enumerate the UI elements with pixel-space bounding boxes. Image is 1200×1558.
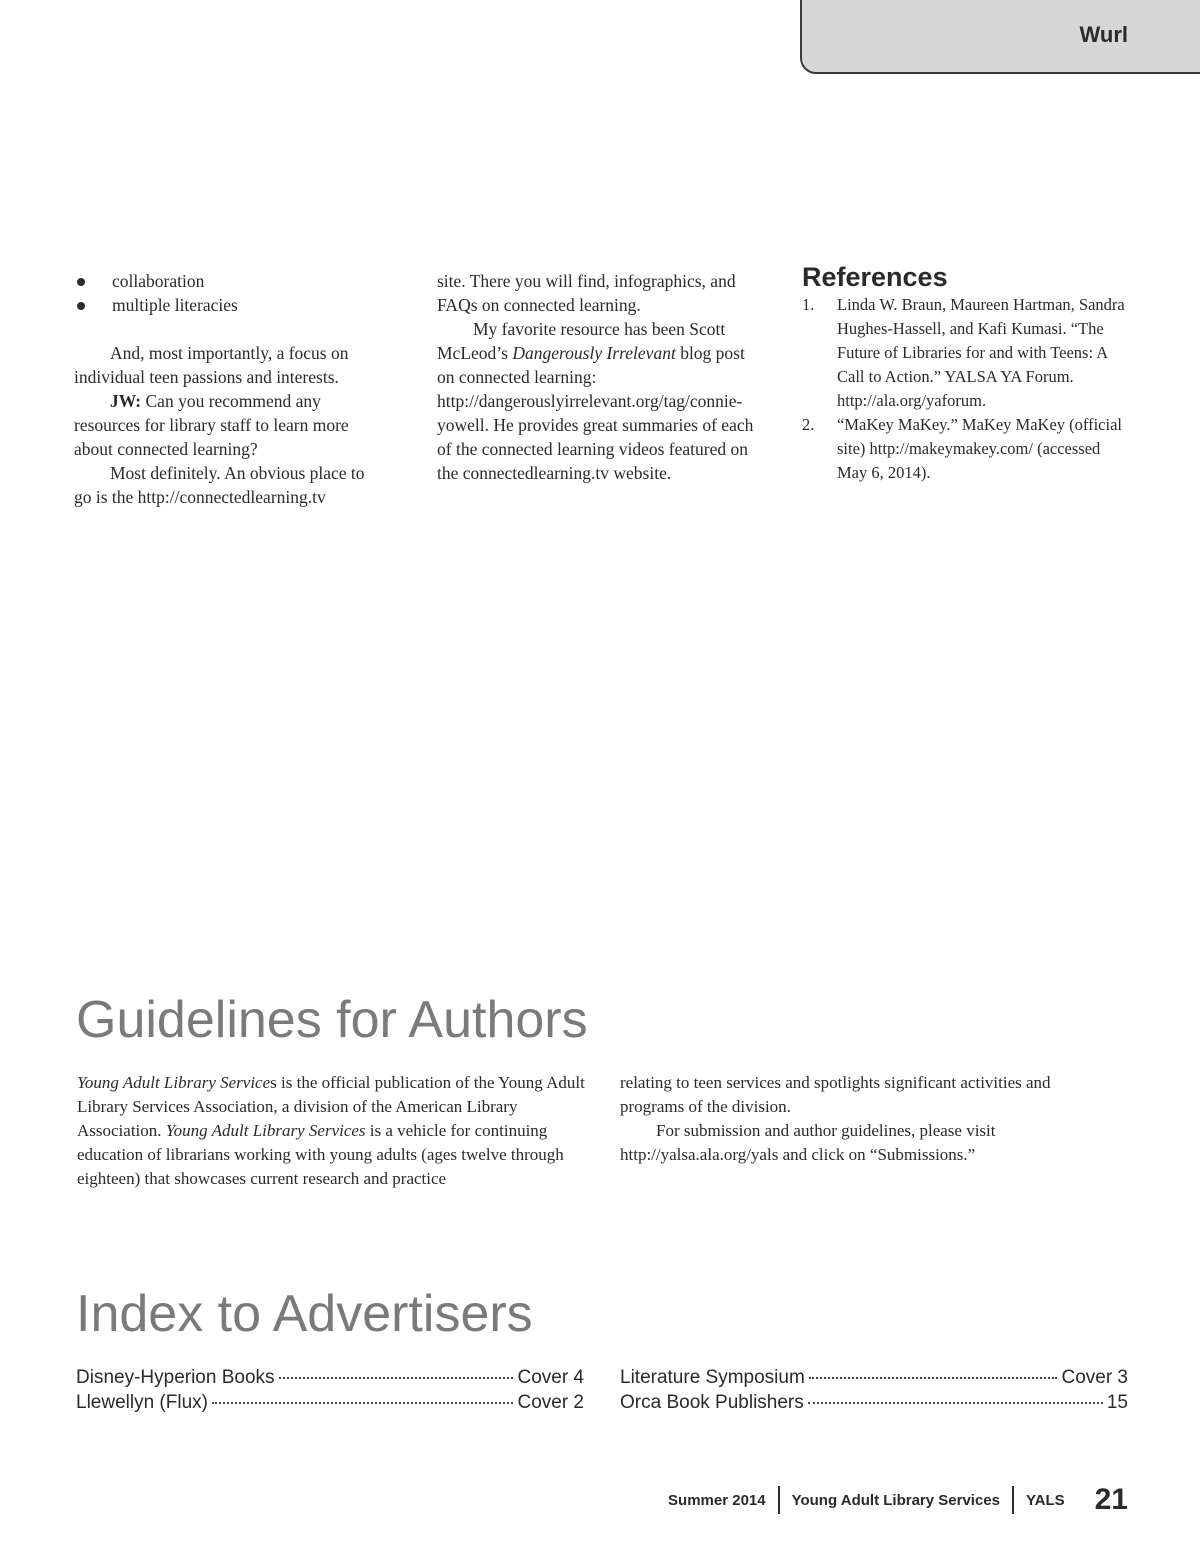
references-list [802, 293, 1127, 485]
bullet-item: multiple literacies [74, 293, 374, 317]
footer-divider [1012, 1486, 1014, 1514]
footer-abbrev: YALS [1025, 1491, 1065, 1509]
advertiser-name: Literature Symposium [620, 1367, 805, 1388]
paragraph: For submission and author guidelines, please visit http://yalsa.ala.org/yals and click on “Submissions.” [620, 1121, 996, 1164]
advertiser-page: 15 [1106, 1392, 1128, 1413]
advertisers-title: Index to Advertisers [76, 1285, 533, 1343]
guidelines-left-column [77, 1071, 585, 1191]
footer-divider [778, 1486, 780, 1514]
blog-title: Dangerously Irrelevant [512, 343, 676, 363]
advertiser-row [620, 1390, 1128, 1415]
bullet-item: collaboration [74, 269, 374, 293]
question-text: Can you recommend any resources for library staff to learn more about connected learning? [74, 391, 349, 459]
advertiser-page: Cover 4 [517, 1367, 584, 1388]
references-section [802, 263, 1127, 485]
interviewer-label: JW: [110, 391, 142, 411]
article-column-2 [437, 269, 762, 485]
paragraph [437, 317, 762, 485]
footer-publication: Young Adult Library Services [791, 1491, 1000, 1509]
footer-season: Summer 2014 [668, 1491, 766, 1509]
page-footer [668, 1480, 1128, 1520]
leader-dots [809, 1377, 1058, 1379]
paragraph [77, 1071, 585, 1191]
advertisers-right-list [620, 1365, 1128, 1415]
reference-item [802, 293, 1127, 413]
running-header-author: Wurl [1079, 22, 1128, 47]
leader-dots [212, 1402, 513, 1404]
references-heading: References [802, 262, 948, 292]
paragraph-text: My favorite resource has been Scott McLeod’s [437, 319, 726, 363]
guidelines-title: Guidelines for Authors [76, 991, 588, 1049]
advertiser-page: Cover 2 [517, 1392, 584, 1413]
leader-dots [279, 1377, 514, 1379]
paragraph-text: blog post on connected learning: http://dangerouslyirrelevant.org/tag/connie-yowell. He provides great summaries of each of the connected learning videos featured on the connectedlearning.tv website. [437, 343, 754, 483]
guidelines-right-column [620, 1071, 1100, 1167]
reference-item [802, 413, 1127, 485]
advertiser-name: Llewellyn (Flux) [76, 1392, 208, 1413]
leader-dots [808, 1402, 1103, 1404]
reference-number: 2. [802, 415, 815, 434]
advertisers-left-list [76, 1365, 584, 1415]
advertiser-row [620, 1365, 1128, 1390]
bullet-list [74, 269, 374, 317]
advertiser-name: Disney-Hyperion Books [76, 1367, 275, 1388]
reference-text: Linda W. Braun, Maureen Hartman, Sandra Hughes-Hassell, and Kafi Kumasi. “The Future of Libraries for and with Teens: A Call to Action.” YALSA YA Forum. http://ala.org/yaforum. [837, 295, 1125, 410]
running-header-tab [800, 0, 1200, 74]
paragraph: And, most importantly, a focus on individual teen passions and interests. [74, 343, 349, 387]
advertiser-page: Cover 3 [1061, 1367, 1128, 1388]
advertiser-row [76, 1365, 584, 1390]
paragraph: Most definitely. An obvious place to go is the http://connectedlearning.tv [74, 463, 365, 507]
article-column-1 [74, 269, 374, 509]
paragraph-text: is a vehicle for continuing education of librarians working with young adults (ages twelve through eighteen) that showcases current research and practice [77, 1121, 564, 1188]
paragraph-text: s is the official publication of the Young Adult Library Services Association, a division of the American Library Association. [77, 1073, 585, 1140]
reference-number: 1. [802, 295, 815, 314]
advertiser-row [76, 1390, 584, 1415]
interview-question [74, 389, 374, 461]
publication-name: Young Adult Library Services [165, 1121, 366, 1140]
paragraph: relating to teen services and spotlights significant activities and programs of the division. [620, 1073, 1051, 1116]
paragraph: site. There you will find, infographics, and FAQs on connected learning. [437, 271, 736, 315]
page-number: 21 [1094, 1483, 1128, 1516]
publication-name: Young Adult Library Service [77, 1073, 271, 1092]
reference-text: “MaKey MaKey.” MaKey MaKey (official site) http://makeymakey.com/ (accessed May 6, 2014). [837, 415, 1122, 482]
advertiser-name: Orca Book Publishers [620, 1392, 804, 1413]
